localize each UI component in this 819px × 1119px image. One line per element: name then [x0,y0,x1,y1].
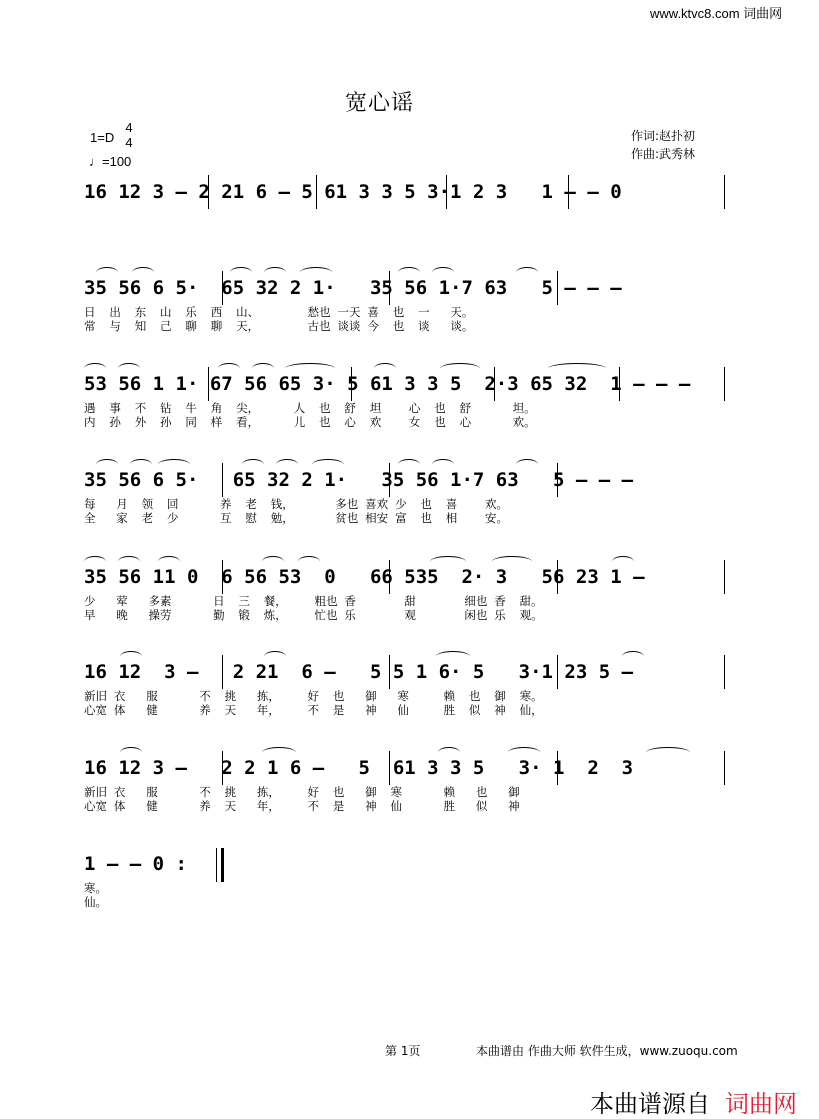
lyrics-verse-1: 遇 事 不 钻 牛 角 尖， 人 也 舒 坦 心 也 舒 坦。 [84,401,536,415]
bar-line [351,367,352,401]
bar-line [724,751,725,785]
page-number: 第 1页 [385,1044,421,1058]
lyrics-verse-2: 仙。 [84,895,107,909]
bar-line [724,655,725,689]
bar-line [557,271,558,305]
lyricist-credit: 作词:赵扑初 [631,129,696,143]
meter-bottom: 4 [125,135,133,150]
notation-line: 35 56 11 0 6 56 53 0 66 535 2· 3 56 23 1 – [84,566,645,588]
notation-line: 53 56 1 1· 67 56 65 3· 5 61 3 3 5 2·3 65 32 1 – – – [84,373,691,395]
bar-line [389,463,390,497]
lyrics-verse-2: 早 晚 操劳 勤 锻 炼， 忙也 乐 观 闲也 乐 观。 [84,608,543,622]
bar-line [222,463,223,497]
bar-line [557,655,558,689]
notation-line: 35 56 6 5· 65 32 2 1· 35 56 1·7 63 5 – – – [84,277,622,299]
bar-line [557,560,558,594]
meter-top: 4 [125,120,133,135]
bar-line [724,367,725,401]
lyrics-verse-2: 心宽 体 健 养 天 年， 不 是 神 仙 胜 似 神 仙， [84,703,543,717]
generator-credit: 本曲谱由 作曲大师 软件生成，www.zuoqu.com [476,1044,738,1058]
composer-credit: 作曲:武秀林 [631,147,696,161]
source-watermark-text: 本曲谱源自 [590,1090,710,1118]
bar-line [557,463,558,497]
bar-line [222,560,223,594]
bar-line [222,655,223,689]
bar-line [208,367,209,401]
bar-line [568,175,569,209]
bar-line [222,271,223,305]
bar-line [389,655,390,689]
key-signature: 1=D [90,130,115,145]
lyrics-verse-1: 新旧 衣 服 不 挑 拣， 好 也 御 寒 赖 也 御 [84,785,520,799]
bar-line [724,175,725,209]
quarter-note-icon: ♩ [89,154,102,169]
tempo-value: =100 [102,154,132,169]
bar-line [389,271,390,305]
tempo-marking [89,154,131,169]
lyrics-verse-1: 每 月 领 回 养 老 钱， 多也 喜欢 少 也 喜 欢。 [84,497,508,511]
bar-line [619,367,620,401]
notation-line: 16 12 3 – 2 2 1 6 – 5 61 3 3 5 3· 1 2 3 [84,757,634,779]
bar-line [446,175,447,209]
lyrics-verse-2: 心宽 体 健 养 天 年， 不 是 神 仙 胜 似 神 [84,799,520,813]
time-signature [122,120,136,150]
lyrics-verse-1: 日 出 东 山 乐 西 山、 愁也 一天 喜 也 一 天。 [84,305,474,319]
site-watermark[interactable]: www.ktvc8.com 词曲网 [650,6,783,21]
bar-line [724,560,725,594]
repeat-barline-thick [221,848,224,882]
repeat-barline-thin [216,848,217,882]
lyrics-verse-2: 内 孙 外 孙 同 样 看， 儿 也 心 欢 女 也 心 欢。 [84,415,536,429]
bar-line [494,367,495,401]
bar-line [389,751,390,785]
notation-line: 1 – – 0 : [84,853,187,875]
source-watermark-brand: 词曲网 [725,1090,797,1118]
lyrics-verse-1: 新旧 衣 服 不 挑 拣， 好 也 御 寒 赖 也 御 寒。 [84,689,543,703]
lyrics-verse-1: 寒。 [84,881,107,895]
lyrics-verse-2: 全 家 老 少 互 慰 勉， 贫也 相安 富 也 相 安。 [84,511,508,525]
lyrics-verse-2: 常 与 知 己 聊 聊 天， 古也 谈谈 今 也 谈 谈。 [84,319,474,333]
notation-line: 35 56 6 5· 65 32 2 1· 35 56 1·7 63 5 – – – [84,469,634,491]
notation-line: 16 12 3 – 2 21 6 – 5 61 3 3 5 3·1 2 3 1 – – 0 [84,181,622,203]
slur [646,747,690,758]
notation-line: 16 12 3 – 2 21 6 – 5 5 1 6· 5 3·1 23 5 – [84,661,634,683]
bar-line [316,175,317,209]
bar-line [208,175,209,209]
lyrics-verse-1: 少 荤 多素 日 三 餐， 粗也 香 甜 细也 香 甜。 [84,594,543,608]
bar-line [557,751,558,785]
bar-line [222,751,223,785]
bar-line [389,560,390,594]
song-title: 宽心谣 [345,91,415,116]
